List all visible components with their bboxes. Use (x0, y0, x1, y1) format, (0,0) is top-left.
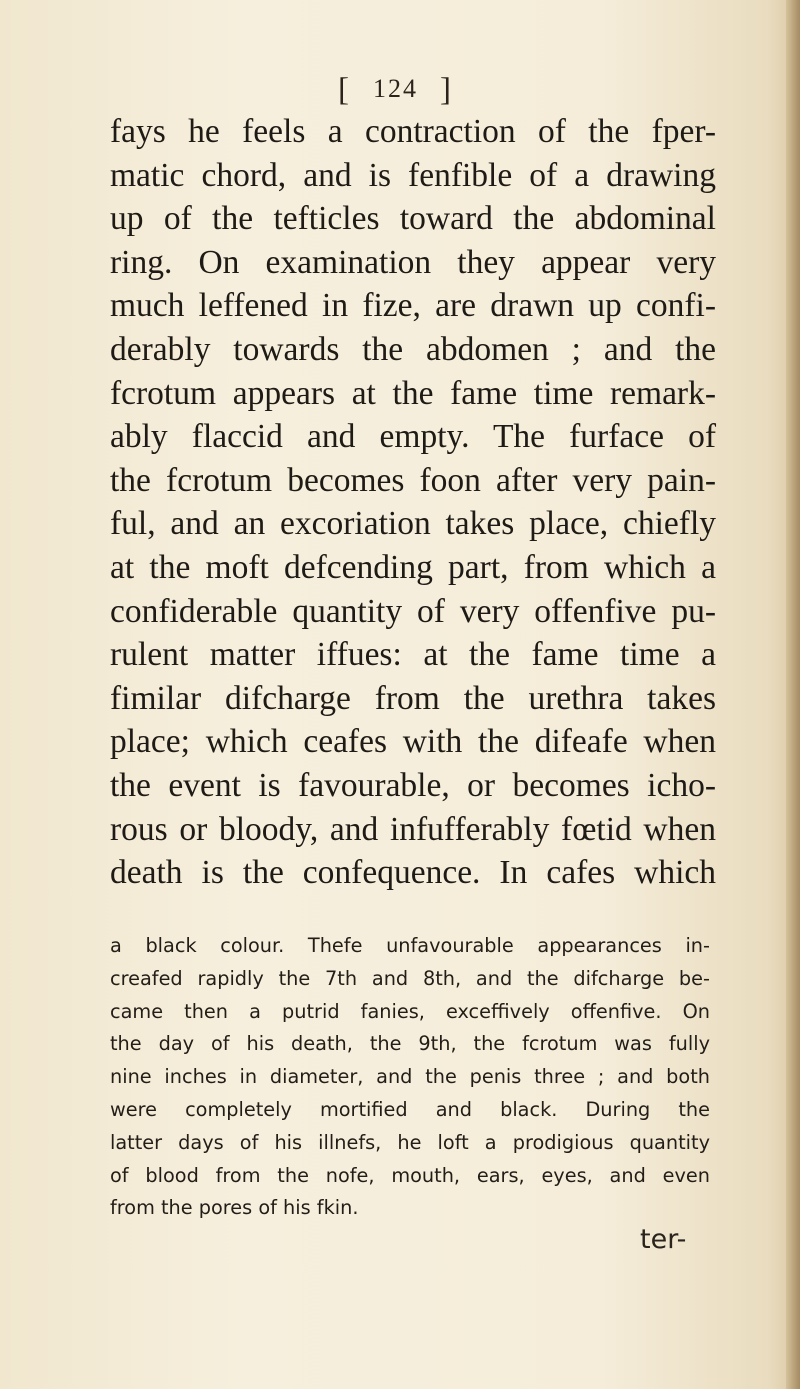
main-text-line: place; which ceafes with the difeafe when (110, 723, 716, 761)
main-text-line: up of the tefticles toward the abdominal (110, 200, 716, 238)
page-edge-shadow (786, 0, 800, 1389)
footnote-line: came then a putrid fanies, exceffively offenfive. On (110, 999, 710, 1023)
footnote-line: latter days of his illnefs, he loft a prodigious quantity (110, 1130, 710, 1154)
main-text-line: ful, and an excoriation takes place, chiefly (110, 505, 716, 543)
footnote-line: of blood from the nofe, mouth, ears, eyes, and even (110, 1163, 710, 1187)
main-text-line: fays he feels a contraction of the fper- (110, 113, 716, 150)
main-text-line: matic chord, and is fenfible of a drawing (110, 156, 716, 194)
main-text-line: the event is favourable, or becomes icho- (110, 766, 716, 804)
header-close-bracket: ] (440, 72, 453, 108)
catchword: ter- (640, 1224, 687, 1255)
footnote-line: were completely mortified and black. During the (110, 1097, 710, 1121)
footnote-line: a black colour. Thefe unfavourable appearances in- (110, 934, 710, 957)
main-text-line: confiderable quantity of very offenfive pu- (110, 592, 716, 630)
footnote-line: nine inches in diameter, and the penis three ; and both (110, 1065, 710, 1089)
main-text-line: fimilar difcharge from the urethra takes (110, 679, 716, 717)
main-text-line: ably flaccid and empty. The furface of (110, 418, 716, 456)
main-text-line: derably towards the abdomen ; and the (110, 330, 716, 368)
main-text-line: ring. On examination they appear very (110, 243, 716, 281)
page-number: 124 (373, 74, 418, 103)
main-text-line: death is the confequence. In cafes which (110, 854, 716, 892)
footnote-line: creafed rapidly the 7th and 8th, and the difcharge be- (110, 966, 710, 990)
main-text-line: rous or bloody, and infufferably fœtid when (110, 810, 716, 848)
main-text-block (110, 110, 716, 895)
page-header (338, 72, 498, 109)
main-text-line: at the moft defcending part, from which a (110, 548, 716, 586)
footnote-block (110, 930, 710, 1225)
header-open-bracket: [ (338, 72, 351, 108)
main-text-line: the fcrotum becomes foon after very pain- (110, 461, 716, 499)
main-text-line: rulent matter iffues: at the fame time a (110, 636, 716, 674)
main-text-line: fcrotum appears at the fame time remark- (110, 374, 716, 412)
footnote-line: from the pores of his fkin. (110, 1196, 359, 1220)
footnote-line: the day of his death, the 9th, the fcrotum was fully (110, 1032, 710, 1056)
main-text-line: much leffened in fize, are drawn up confi- (110, 287, 716, 325)
